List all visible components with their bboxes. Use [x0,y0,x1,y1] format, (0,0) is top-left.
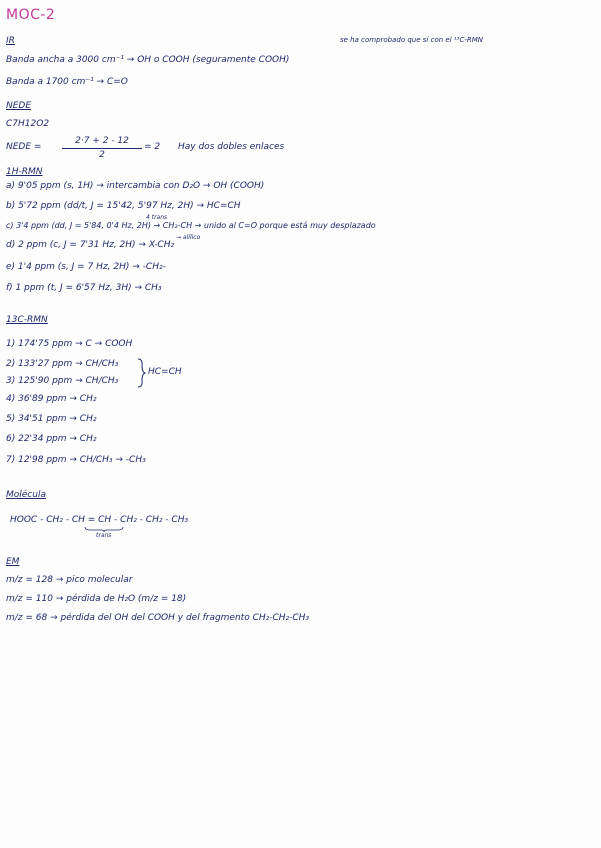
hnmr-heading: 1H-RMN [6,167,43,177]
ir-heading: IR [6,36,15,46]
hnmr-line-e: e) 1'4 ppm (s, J = 7 Hz, 2H) → -CH₂- [6,262,166,272]
ir-note: se ha comprobado que sí con el ¹³C-RMN [340,36,484,44]
nede-denominator: 2 [99,150,105,160]
hnmr-line-b: b) 5'72 ppm (dd/t, J = 15'42, 5'97 Hz, 2H) → HC=CH [6,201,241,211]
hnmr-note-trans: 4 trans [146,214,168,221]
nede-formula: C7H12O2 [6,119,50,129]
em-line-2: m/z = 110 → pérdida de H₂O (m/z = 18) [6,594,187,604]
nede-heading: NEDE [6,101,32,111]
nede-comment: Hay dos dobles enlaces [178,142,285,152]
cnmr-line-3: 3) 125'90 ppm → CH/CH₃ [6,376,119,386]
em-line-3: m/z = 68 → pérdida del OH del COOH y del fragmento CH₂-CH₂-CH₃ [6,613,310,623]
cnmr-line-2: 2) 133'27 ppm → CH/CH₃ [6,359,119,369]
ir-line-1: Banda ancha a 3000 cm⁻¹ → OH o COOH (seguramente COOH) [6,55,290,65]
ir-line-2: Banda a 1700 cm⁻¹ → C=O [6,77,128,87]
hnmr-line-a: a) 9'05 ppm (s, 1H) → intercambia con D₂O → OH (COOH) [6,181,265,191]
hnmr-line-c: c) 3'4 ppm (dd, J = 5'84, 0'4 Hz, 2H) → CH₂-CH → unido al C=O porque está muy desplazado [6,221,376,230]
nede-fraction [62,136,142,161]
cnmr-heading: 13C-RMN [6,315,48,325]
cnmr-line-6: 6) 22'34 ppm → CH₂ [6,434,97,444]
cnmr-bracket [136,358,146,388]
cnmr-line-1: 1) 174'75 ppm → C → COOH [6,339,133,349]
hnmr-line-d: d) 2 ppm (c, J = 7'31 Hz, 2H) → X-CH₂ [6,240,175,250]
cnmr-line-4: 4) 36'89 ppm → CH₂ [6,394,97,404]
molecula-heading: Molécula [6,490,46,500]
cnmr-bracket-label: HC=CH [148,367,182,377]
em-heading: EM [6,557,20,567]
molecule-trans-note: trans [96,532,112,539]
cnmr-line-5: 5) 34'51 ppm → CH₂ [6,414,97,424]
cnmr-line-7: 7) 12'98 ppm → CH/CH₃ → -CH₃ [6,455,146,465]
hnmr-line-f: f) 1 ppm (t, J = 6'57 Hz, 3H) → CH₃ [6,283,162,293]
hnmr-note-alilico: → alílico [176,234,201,241]
nede-result: = 2 [144,142,161,152]
nede-label: NEDE = [6,142,42,152]
em-line-1: m/z = 128 → pico molecular [6,575,133,585]
page-title: MOC-2 [6,7,56,23]
molecule-structure: HOOC - CH₂ - CH = CH - CH₂ - CH₂ - CH₃ [10,515,189,525]
nede-numerator: 2·7 + 2 - 12 [75,136,129,146]
fraction-bar [62,148,142,149]
